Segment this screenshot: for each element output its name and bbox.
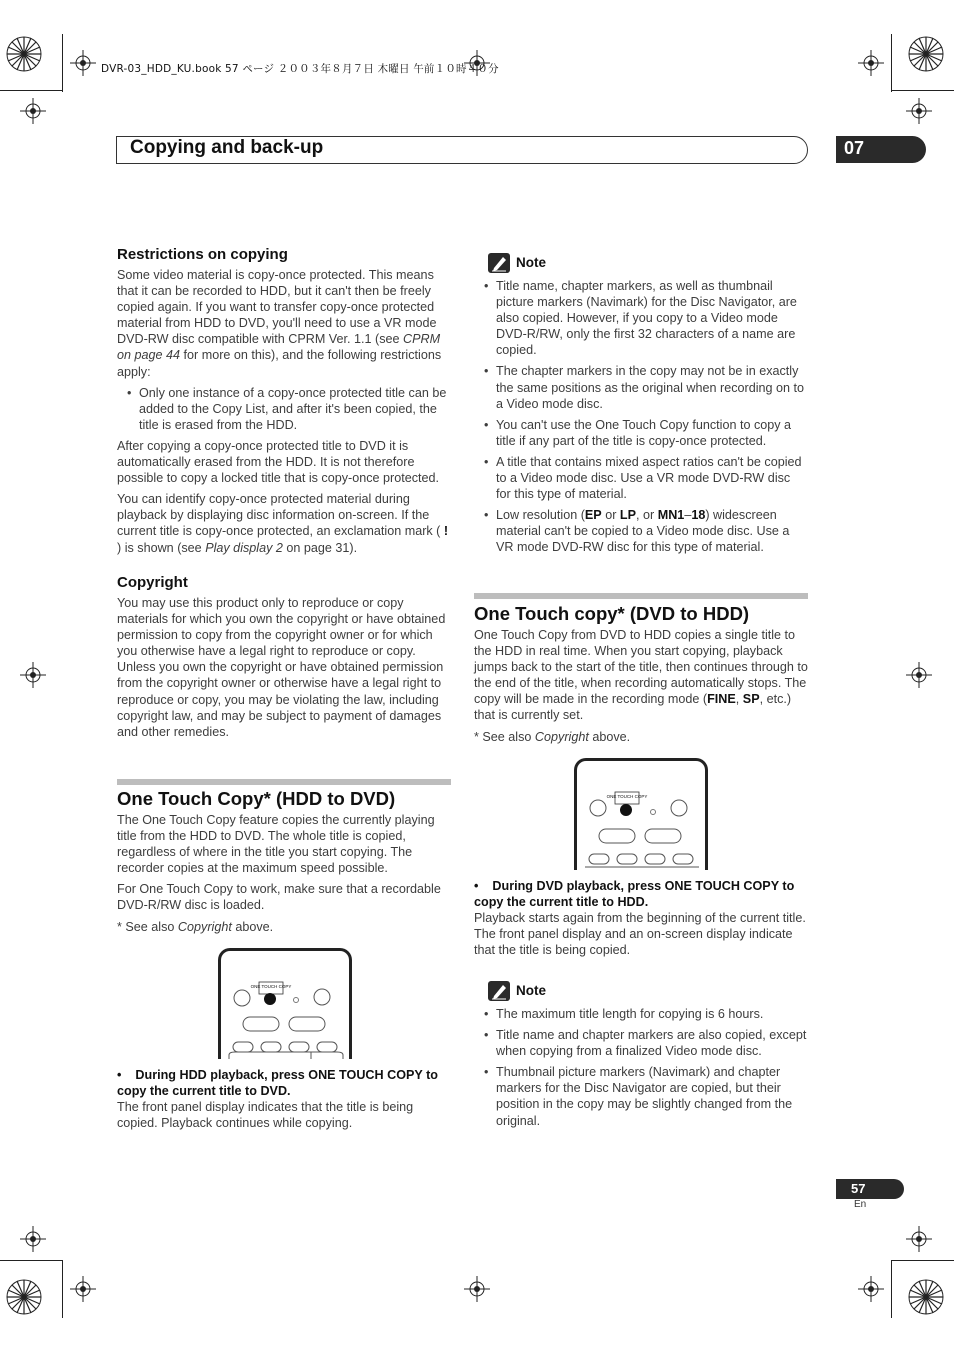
see-also-note: * See also Copyright above. xyxy=(117,919,274,934)
chapter-badge xyxy=(836,136,926,163)
list-item: • Low resolution (EP or LP, or MN1–18) widescreen material can't be copied to a Video mode disc. Use a VR mode DVD-RW disc for this type of material. xyxy=(474,507,808,555)
crosshair-target-bottom-center xyxy=(464,1276,490,1307)
page-number-badge xyxy=(836,1179,904,1199)
crosshair-target-left-middle xyxy=(20,662,46,693)
note-label: Note xyxy=(516,254,546,270)
copyright-section xyxy=(117,574,453,745)
dvd-to-hdd-section xyxy=(474,603,808,750)
restrictions-list xyxy=(117,385,453,433)
hdd-to-dvd-paragraph-2: For One Touch Copy to work, make sure that a recordable DVD-R/RW disc is loaded. xyxy=(117,882,441,913)
crosshair-target-right-lower xyxy=(906,1226,932,1257)
hdd-to-dvd-section xyxy=(117,788,453,940)
dvd-to-hdd-step xyxy=(474,878,808,963)
list-item: • Title name and chapter markers are also copied, except when copying from a finalized Video mode disc. xyxy=(474,1027,808,1059)
note-1 xyxy=(474,253,808,561)
cprm-reference[interactable]: CPRM on page 44 xyxy=(117,332,441,363)
list-item: • The chapter markers in the copy may not be in exactly the same positions as the original when recording on to a Video mode disc. xyxy=(474,363,808,411)
crop-line xyxy=(892,1260,954,1261)
page-title: Copying and back-up xyxy=(130,137,324,158)
crop-line xyxy=(891,1260,892,1318)
restrictions-paragraph-3: You can identify copy-once protected material during playback by displaying disc information on-screen. If the current title is copy-once protected, an exclamation mark ( ! ) is shown (see Play display 2 on page 31). xyxy=(117,492,449,555)
list-item: • Title name, chapter markers, as well as thumbnail picture markers (Navimark) for the Disc Navigator, are also copied. However, if you copy to a Video mode DVD-R/RW, only the first 32 characters of a name are copied. xyxy=(474,278,808,358)
copyright-heading: Copyright xyxy=(117,574,188,591)
crop-line xyxy=(0,1260,62,1261)
play-display-reference[interactable]: Play display 2 xyxy=(205,540,283,555)
crosshair-target-top-right xyxy=(858,50,884,81)
registration-mark-bottom-left xyxy=(4,1277,44,1322)
one-touch-copy-label: ONE TOUCH COPY xyxy=(606,794,648,799)
note-list xyxy=(474,278,808,556)
page-number: 57 xyxy=(851,1181,866,1196)
crosshair-target-bottom-left xyxy=(70,1276,96,1307)
section-divider xyxy=(474,593,808,599)
list-item: • Only one instance of a copy-once protected title can be added to the Copy List, and after it's been copied, the title is erased from the HDD. xyxy=(117,385,453,433)
note-label: Note xyxy=(516,982,546,998)
remote-control-illustration xyxy=(218,948,352,1059)
hdd-to-dvd-paragraph-1: The One Touch Copy feature copies the currently playing title from the HDD to DVD. The whole title is copied, regardless of where in the title you start copying. The recorder copies at the maximum speed possible. xyxy=(117,813,435,876)
dvd-to-hdd-heading: One Touch copy* (DVD to HDD) xyxy=(474,603,750,624)
crosshair-target-bottom-right xyxy=(858,1276,884,1307)
crop-line xyxy=(62,1260,63,1318)
left-column xyxy=(117,246,453,561)
list-item: • The maximum title length for copying is 6 hours. xyxy=(474,1006,808,1022)
exclamation-mark: ! xyxy=(443,524,449,539)
hdd-to-dvd-step xyxy=(117,1067,453,1136)
note-list xyxy=(474,1006,808,1129)
crosshair-target-left-upper xyxy=(20,98,46,129)
list-item: • A title that contains mixed aspect ratios can't be copied to a Video mode disc. Use a VR mode DVD-RW disc for this type of material. xyxy=(474,454,808,502)
crop-line xyxy=(892,90,954,91)
list-item: • Thumbnail picture markers (Navimark) and chapter markers for the Disc Navigator are copied, but their position in the copy may be slightly changed from the original. xyxy=(474,1064,808,1128)
pencil-note-icon xyxy=(488,253,510,273)
crop-line xyxy=(0,90,62,91)
copyright-reference[interactable]: Copyright xyxy=(177,919,232,934)
hdd-to-dvd-heading: One Touch Copy* (HDD to DVD) xyxy=(117,788,396,809)
section-divider xyxy=(117,779,451,785)
one-touch-copy-label: ONE TOUCH COPY xyxy=(250,984,292,989)
note-2 xyxy=(474,981,808,1134)
restrictions-paragraph-2: After copying a copy-once protected title to DVD it is automatically erased from the HDD. It is not therefore possible to copy a locked title that is copy-once protected. xyxy=(117,438,440,486)
step-instruction: • During DVD playback, press ONE TOUCH COPY to copy the current title to HDD. xyxy=(474,879,795,910)
print-slug: DVR-03_HDD_KU.book 57 ページ ２００３年８月７日 木曜日 午前１０時４０分 xyxy=(101,63,499,75)
restrictions-paragraph-1: Some video material is copy-once protected. This means that it can be recorded to HDD, but it can't then be freely copied again. If you want to transfer copy-once protected material from HDD to DVD, you'll need to use a VR mode DVD-RW disc compatible with CPRM Ver. 1.1 (see CPRM on page 44 for more on this), and the following restrictions apply: xyxy=(117,268,442,379)
remote-buttons-drawing xyxy=(577,761,705,870)
registration-mark-top-right xyxy=(906,34,946,79)
note-header xyxy=(488,981,808,1001)
restrictions-heading: Restrictions on copying xyxy=(117,246,288,263)
registration-mark-bottom-right xyxy=(906,1277,946,1322)
crop-line xyxy=(62,34,63,92)
list-item: • You can't use the One Touch Copy function to copy a title if any part of the title is copy-once protected. xyxy=(474,417,808,449)
see-also-note: * See also Copyright above. xyxy=(474,729,631,744)
remote-control-illustration xyxy=(574,758,708,870)
note-header xyxy=(488,253,808,273)
step-description: The front panel display indicates that the title is being copied. Playback continues while copying. xyxy=(117,1100,414,1131)
registration-mark-top-left xyxy=(4,34,44,79)
crosshair-target-top-left xyxy=(70,50,96,81)
copyright-reference[interactable]: Copyright xyxy=(534,729,589,744)
dvd-to-hdd-paragraph: One Touch Copy from DVD to HDD copies a single title to the HDD in real time. When you start copying, playback jumps back to the start of the title, then continues through to the end of the title, when recording automatically stops. The copy will be made in the recording mode (FINE, SP, etc.) that is currently set. xyxy=(474,628,808,723)
remote-buttons-drawing xyxy=(221,951,349,1059)
pencil-note-icon xyxy=(488,981,510,1001)
step-description: Playback starts again from the beginning of the current title. The front panel display and an on-screen display indicate that the title is being copied. xyxy=(474,911,806,958)
chapter-number: 07 xyxy=(844,138,865,158)
crosshair-target-right-middle xyxy=(906,662,932,693)
crop-line xyxy=(891,34,892,92)
step-instruction: • During HDD playback, press ONE TOUCH COPY to copy the current title to DVD. xyxy=(117,1068,438,1099)
crosshair-target-right-upper xyxy=(906,98,932,129)
crosshair-target-left-lower xyxy=(20,1226,46,1257)
copyright-text: You may use this product only to reproduce or copy materials for which you own the copyright or have obtained permission to copy from the copyright owner or for which you otherwise have a legal right to reproduce or copy. Unless you own the copyright or have obtained permission from the copyright owner or otherwise have a legal right to reproduce or copy, you may be violating the law, including copyright law, and may be subject to payment of damages and other remedies. xyxy=(117,596,446,739)
language-code: En xyxy=(854,1199,867,1210)
